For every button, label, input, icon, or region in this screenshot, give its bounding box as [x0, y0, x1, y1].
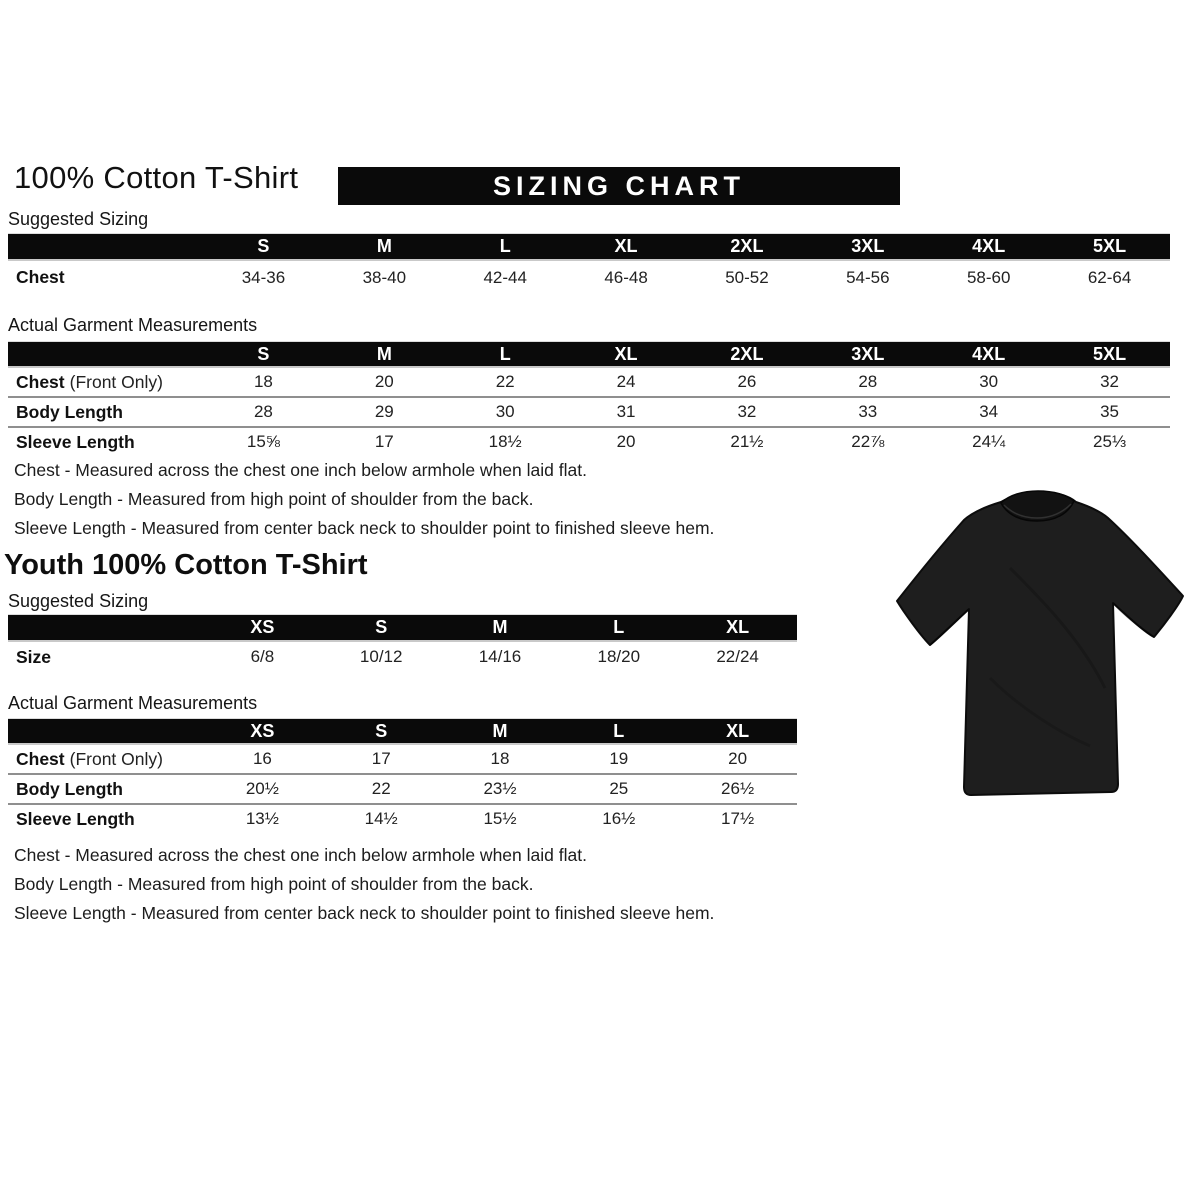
column-header: L [613, 617, 625, 637]
cell: 24¼ [972, 432, 1006, 451]
cell: 33 [858, 402, 878, 421]
cell: 62-64 [1087, 267, 1132, 287]
youth-actual-header-row [8, 718, 797, 745]
cell: 54-56 [846, 267, 890, 287]
column-header: M [376, 343, 392, 364]
adult-suggested-label: Suggested Sizing [8, 209, 149, 229]
column-header: 2XL [730, 236, 764, 256]
cell: 18½ [488, 432, 522, 451]
youth-title: Youth 100% Cotton T-Shirt [4, 549, 368, 581]
table-row [8, 426, 1170, 456]
cell: 17½ [721, 809, 755, 828]
table-row [8, 261, 1170, 294]
measurement-note: Chest - Measured across the chest one inch below armhole when laid flat. [14, 845, 587, 865]
column-header: M [492, 617, 508, 637]
row-label: Body Length [16, 778, 123, 799]
adult-actual-label: Actual Garment Measurements [8, 315, 258, 335]
youth-actual-table [8, 718, 797, 833]
adult-suggested-header-row [8, 233, 1170, 261]
cell: 28 [253, 402, 273, 421]
cell: 24 [616, 372, 636, 391]
cell: 30 [495, 402, 515, 421]
cell: 10/12 [359, 647, 403, 666]
cell: 21½ [730, 432, 764, 451]
cell: 14/16 [478, 647, 522, 666]
column-header: 4XL [972, 343, 1006, 364]
column-header: XL [614, 343, 638, 364]
cell: 18 [253, 372, 273, 391]
cell: 22/24 [716, 647, 759, 666]
measurement-note: Sleeve Length - Measured from center back neck to shoulder point to finished sleeve hem. [14, 903, 715, 923]
cell: 50-52 [725, 267, 769, 287]
table-row [8, 773, 797, 803]
sizing-chart-banner [338, 167, 900, 205]
column-header: L [613, 720, 625, 741]
youth-suggested-table [8, 614, 797, 672]
cell: 23½ [483, 779, 517, 798]
column-header: M [376, 236, 392, 256]
measurement-note: Sleeve Length - Measured from center back neck to shoulder point to finished sleeve hem. [14, 518, 715, 538]
row-label: Size [16, 646, 52, 667]
tshirt-photo [890, 478, 1195, 813]
youth-suggested-label: Suggested Sizing [8, 591, 149, 611]
cell: 35 [1100, 402, 1120, 421]
column-header: S [257, 236, 270, 256]
youth-suggested-header-row [8, 614, 797, 642]
column-header: XL [726, 617, 750, 637]
row-label-suffix: (Front Only) [69, 748, 163, 769]
cell: 20 [616, 432, 636, 451]
cell: 22 [495, 372, 515, 391]
cell: 42-44 [483, 267, 527, 287]
table-row [8, 803, 797, 833]
adult-actual-table [8, 341, 1170, 456]
row-label-main: Chest [16, 748, 65, 769]
cell: 15⅝ [246, 432, 280, 451]
cell: 28 [858, 372, 878, 391]
column-header: XS [250, 720, 275, 741]
cell: 17 [371, 749, 391, 768]
cell: 14½ [364, 809, 398, 828]
column-header: M [492, 720, 508, 741]
column-header: XS [250, 617, 275, 637]
column-header: XL [614, 236, 638, 256]
cell: 20 [728, 749, 748, 768]
column-header: L [499, 343, 511, 364]
cell: 15½ [483, 809, 517, 828]
cell: 18/20 [597, 647, 641, 666]
measurement-note: Body Length - Measured from high point of shoulder from the back. [14, 874, 534, 894]
column-header: L [499, 236, 511, 256]
adult-suggested-table [8, 233, 1170, 294]
sizing-chart-banner-text: SIZING CHART [493, 170, 745, 201]
cell: 32 [1100, 372, 1120, 391]
page-title: 100% Cotton T-Shirt [14, 160, 299, 195]
cell: 46-48 [604, 267, 648, 287]
cell: 34 [979, 402, 999, 421]
cell: 26 [737, 372, 757, 391]
youth-actual-label: Actual Garment Measurements [8, 693, 258, 713]
row-label-suffix: (Front Only) [69, 371, 163, 392]
cell: 16½ [602, 809, 636, 828]
measurement-note: Body Length - Measured from high point of shoulder from the back. [14, 489, 534, 509]
cell: 32 [737, 402, 757, 421]
column-header: XL [726, 720, 750, 741]
table-row [8, 745, 797, 773]
row-label-main: Chest [16, 371, 65, 392]
table-row [8, 642, 797, 672]
cell: 38-40 [362, 267, 407, 287]
column-header: 4XL [972, 236, 1006, 256]
row-label: Sleeve Length [16, 808, 135, 829]
cell: 34-36 [241, 267, 286, 287]
row-label [8, 372, 203, 393]
column-header: 5XL [1093, 236, 1127, 256]
cell: 13½ [245, 809, 279, 828]
cell: 58-60 [966, 267, 1011, 287]
cell: 30 [979, 372, 999, 391]
column-header: 2XL [730, 343, 764, 364]
column-header: 3XL [851, 343, 885, 364]
cell: 17 [374, 432, 394, 451]
cell: 18 [490, 749, 510, 768]
column-header: 3XL [851, 236, 885, 256]
cell: 19 [609, 749, 629, 768]
cell: 25 [609, 779, 629, 798]
column-header: S [375, 720, 388, 741]
row-label: Sleeve Length [16, 431, 135, 452]
cell: 22⅞ [851, 432, 885, 451]
measurement-note: Chest - Measured across the chest one inch below armhole when laid flat. [14, 460, 587, 480]
table-row [8, 368, 1170, 396]
column-header: S [257, 343, 270, 364]
cell: 29 [374, 402, 394, 421]
column-header: 5XL [1093, 343, 1127, 364]
cell: 26½ [721, 779, 755, 798]
column-header: S [375, 617, 388, 637]
cell: 20 [374, 372, 394, 391]
adult-actual-header-row [8, 341, 1170, 368]
cell: 22 [371, 779, 391, 798]
cell: 31 [616, 402, 636, 421]
row-label: Chest [16, 267, 65, 287]
row-label [8, 749, 203, 770]
cell: 6/8 [250, 647, 275, 666]
row-label: Body Length [16, 401, 123, 422]
cell: 20½ [245, 779, 279, 798]
cell: 25⅓ [1093, 432, 1127, 451]
tshirt-graphic [890, 478, 1195, 813]
cell: 16 [252, 749, 272, 768]
table-row [8, 396, 1170, 426]
